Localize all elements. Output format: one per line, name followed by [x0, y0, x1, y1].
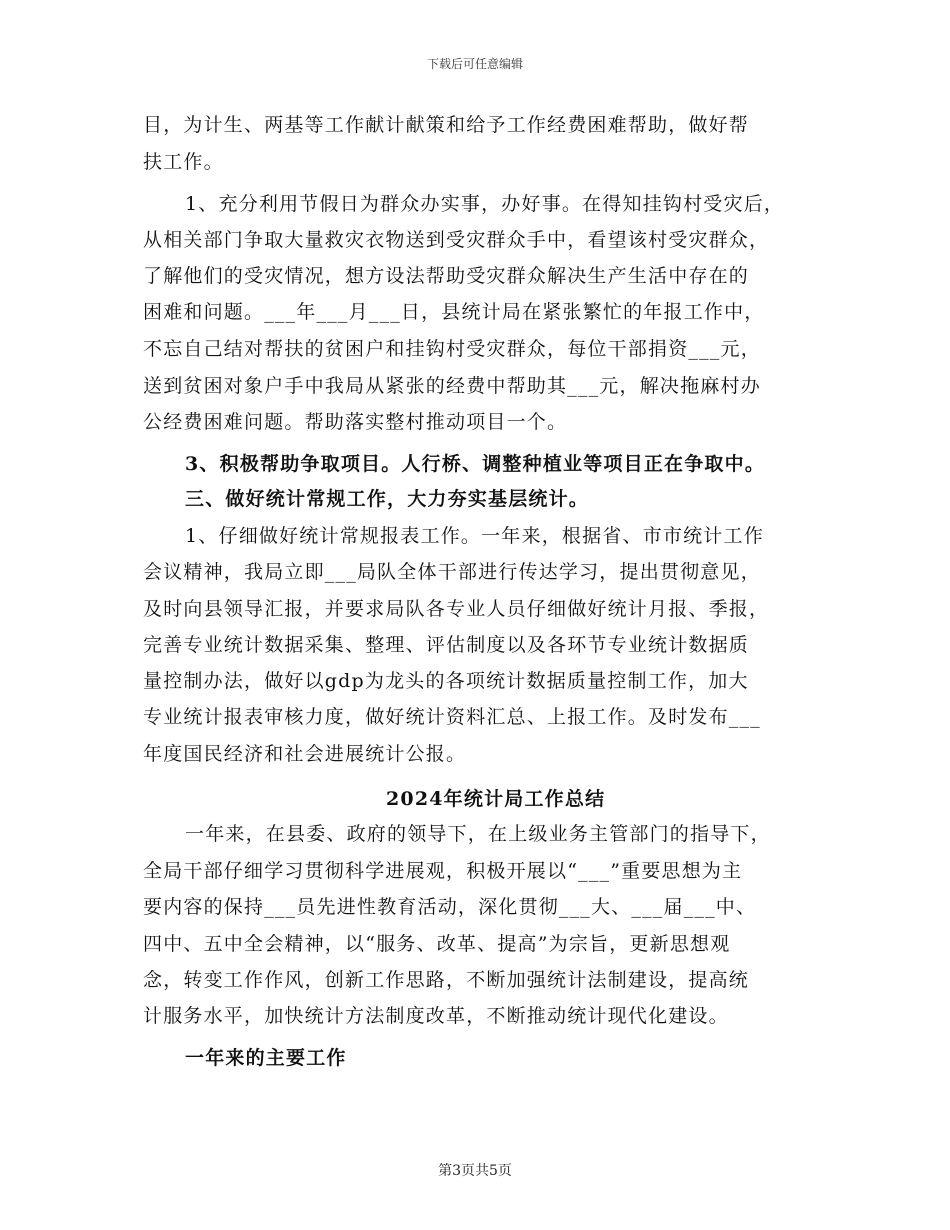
- page-header: 下载后可任意编辑: [426, 57, 523, 71]
- paragraph-line: 全局干部仔细学习贯彻科学进展观，积极开展以“___”重要思想为主: [143, 860, 743, 882]
- bold-heading-item: 3、积极帮助争取项目。人行桥、调整种植业等项目正在争取中。: [185, 453, 766, 475]
- paragraph-line: 1、充分利用节假日为群众办实事，办好事。在得知挂钩村受灾后，: [185, 193, 785, 215]
- paragraph-line: 1、仔细做好统计常规报表工作。一年来，根据省、市市统计工作: [185, 525, 764, 547]
- paragraph-line: 一年来，在县委、政府的领导下，在上级业务主管部门的指导下，: [185, 823, 771, 845]
- paragraph-line: 从相关部门争取大量救灾衣物送到受灾群众手中，看望该村受灾群众，: [143, 229, 770, 251]
- paragraph-line: 不忘自己结对帮扶的贫困户和挂钩村受灾群众，每位干部捐资___元，: [143, 338, 761, 360]
- page-footer: 第3页共5页: [438, 1163, 512, 1179]
- paragraph-line: 困难和问题。___年___月___日，县统计局在紧张繁忙的年报工作中，: [143, 301, 765, 323]
- paragraph-line: 念，转变工作作风，创新工作思路，不断加强统计法制建设，提高统: [143, 969, 750, 991]
- paragraph-line: 了解他们的受灾情况，想方设法帮助受灾群众解决生产生活中存在的: [143, 265, 750, 287]
- paragraph-line: 要内容的保持___员先进性教育活动，深化贯彻___大、___届___中、: [143, 896, 757, 918]
- paragraph-line: 年度国民经济和社会进展统计公报。: [143, 743, 467, 765]
- paragraph-line: 量控制办法，做好以gdp为龙头的各项统计数据质量控制工作，加大: [143, 670, 749, 692]
- paragraph-line: 计服务水平，加快统计方法制度改革，不断推动统计现代化建设。: [143, 1005, 729, 1027]
- paragraph-line: 完善专业统计数据采集、整理、评估制度以及各环节专业统计数据质: [143, 634, 750, 656]
- paragraph-line: 送到贫困对象户手中我局从紧张的经费中帮助其___元，解决拖麻村办: [143, 375, 761, 397]
- paragraph-line: 目，为计生、两基等工作献计献策和给予工作经费困难帮助，做好帮: [143, 114, 750, 136]
- paragraph-line: 扶工作。: [143, 151, 224, 173]
- paragraph-line: 会议精神，我局立即___局队全体干部进行传达学习，提出贯彻意见，: [143, 561, 761, 583]
- paragraph-line: 及时向县领导汇报，并要求局队各专业人员仔细做好统计月报、季报，: [143, 598, 770, 620]
- paragraph-line: 专业统计报表审核力度，做好统计资料汇总、上报工作。及时发布___: [143, 706, 761, 728]
- section-heading: 三、做好统计常规工作，大力夯实基层统计。: [185, 488, 590, 510]
- paragraph-line: 公经费困难问题。帮助落实整村推动项目一个。: [143, 411, 568, 433]
- paragraph-line: 四中、五中全会精神，以“服务、改革、提高”为宗旨，更新思想观: [143, 933, 731, 955]
- document-title: 2024年统计局工作总结: [386, 788, 606, 810]
- section-heading: 一年来的主要工作: [185, 1047, 347, 1069]
